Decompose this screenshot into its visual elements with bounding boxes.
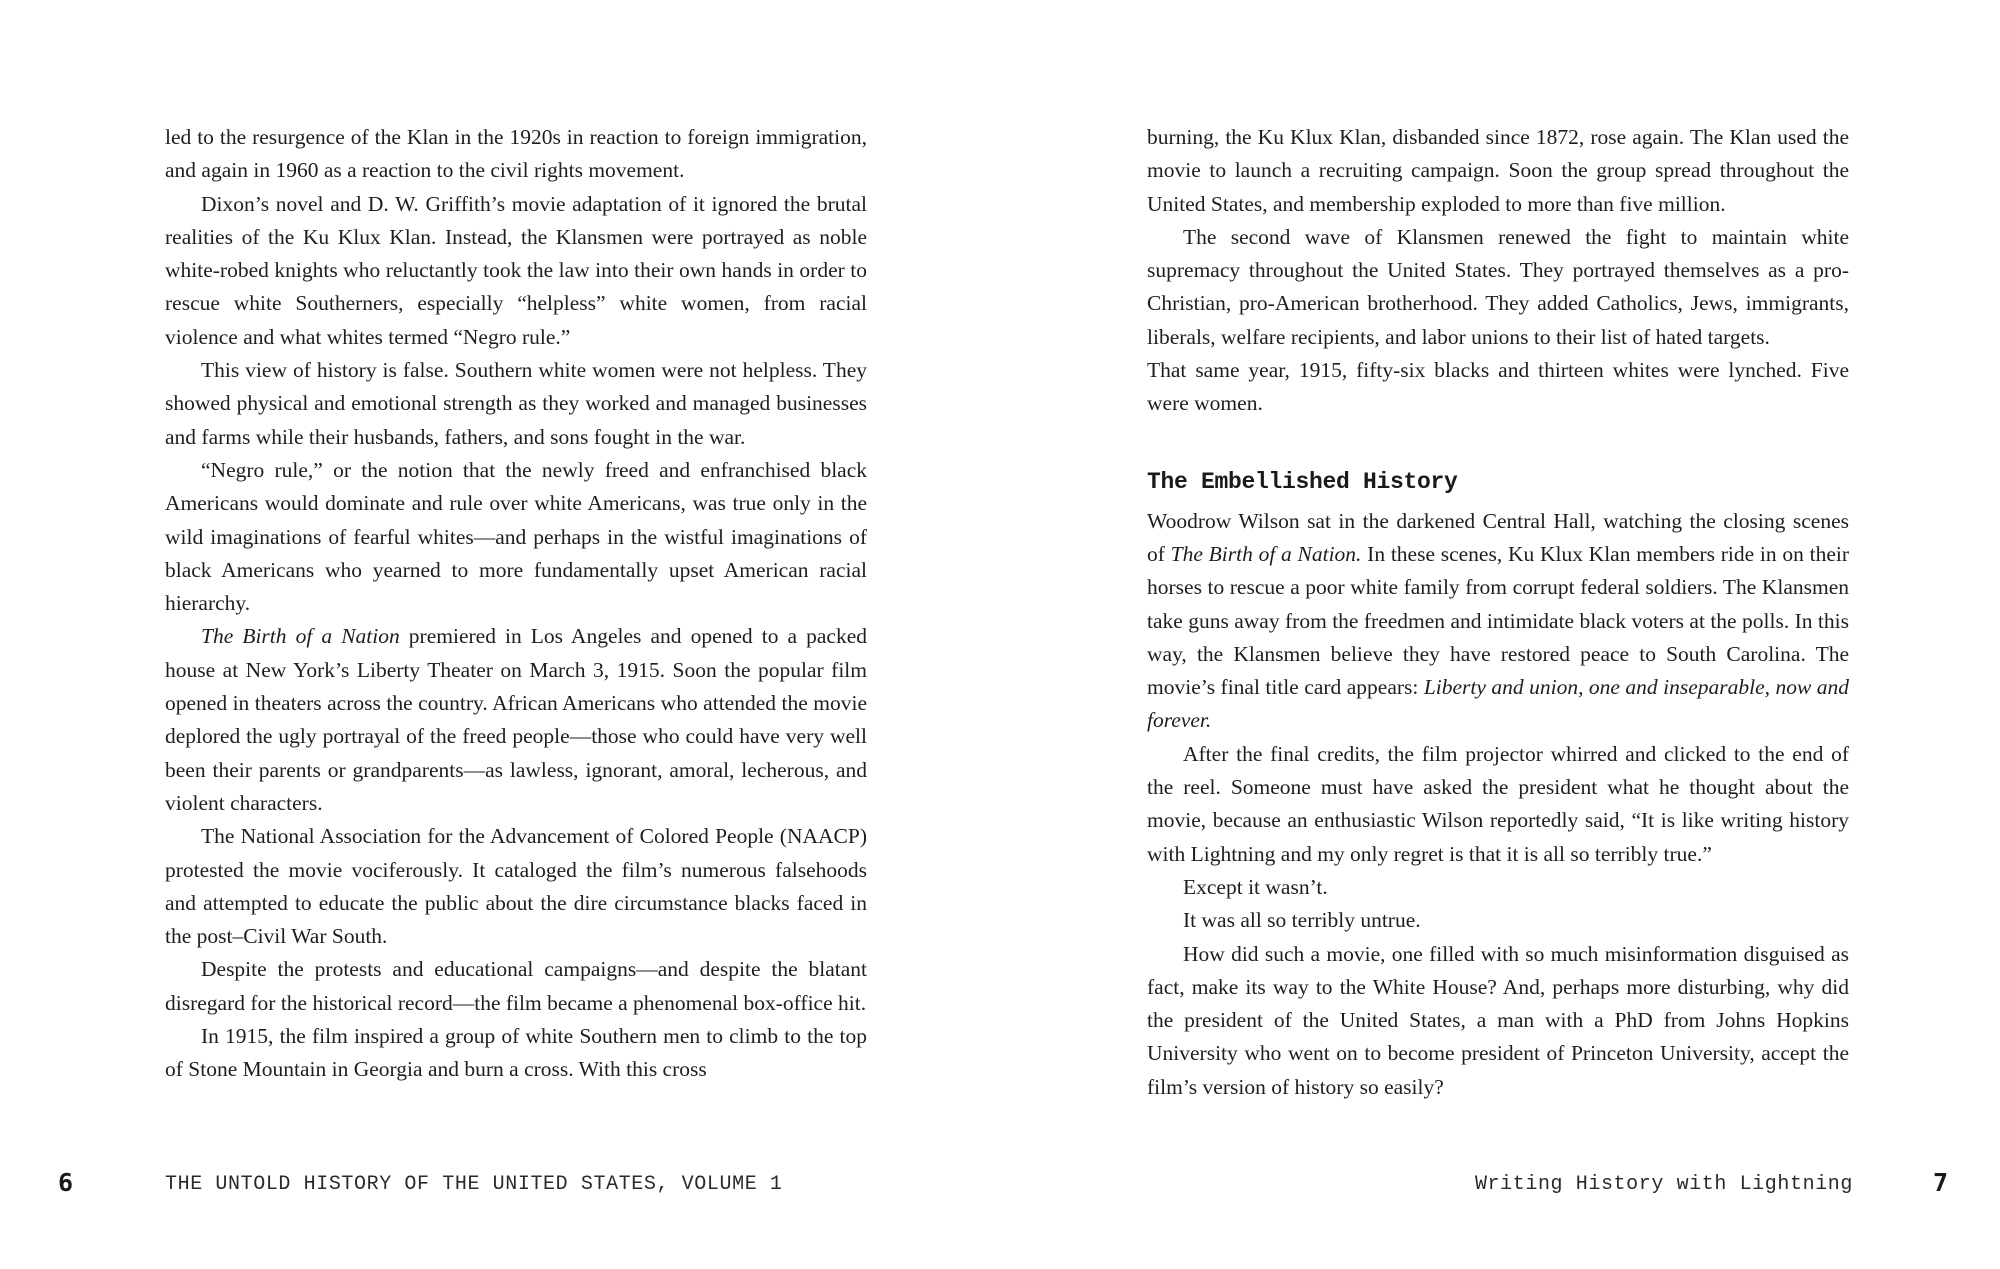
film-title-italic: The Birth of a Nation. [1170,541,1362,566]
paragraph: Despite the protests and educational campaigns—and despite the blatant disregard for the historical record—the film became a phenomenal box-office hit. [165,957,867,1015]
paragraph: “Negro rule,” or the notion that the newly freed and enfranchised black Americans would dominate and rule over white Americans, was true only in the wild imaginations of fearful whites—and perhaps in the wistful imaginations of black Americans who yearned to more fundamentally upset American racial hierarchy. [165,457,867,616]
paragraph: That same year, 1915, fifty-six blacks and thirteen whites were lynched. Five were women. [1147,358,1849,416]
left-page-text-column [165,121,867,1087]
right-page-text-column [1147,121,1849,1104]
paragraph: How did such a movie, one filled with so much misinformation disguised as fact, make its way to the White House? And, perhaps more disturbing, why did the president of the United States, a man with a PhD from Johns Hopkins University who went on to become president of Princeton University, accept the film’s version of history so easily? [1147,941,1849,1099]
paragraph-text: premiered in Los Angeles and opened to a packed house at New York’s Liberty Theater on March 3, 1915. Soon the popular film opened in theaters across the country. African Americans who attended the movie deplored the ugly portrayal of the freed people—those who could have very well been their parents or grandparents—as lawless, ignorant, amoral, lecherous, and violent characters. [165,624,867,815]
paragraph-text: Woodrow Wilson sat in the darkened Central Hall, watching the closing scenes of [1147,508,1849,566]
right-page [1000,0,2000,1269]
paragraph: It was all so terribly untrue. [1183,908,1421,933]
paragraph: After the final credits, the film projector whirred and clicked to the end of the reel. Someone must have asked the president what he thought about the movie, because an enthusiastic Wilson reportedly said, “It is like writing history with Lightning and my only regret is that it is all so terribly true.” [1147,741,1849,866]
paragraph: The National Association for the Advancement of Colored People (NAACP) protested the movie vociferously. It cataloged the film’s numerous falsehoods and attempted to educate the public about the dire circumstance blacks faced in the post–Civil War South. [165,824,867,949]
paragraph: Dixon’s novel and D. W. Griffith’s movie adaptation of it ignored the brutal realities of the Ku Klux Klan. Instead, the Klansmen were portrayed as noble white-robed knights who reluctantly took the law into their own hands in order to rescue white Southerners, especially “helpless” white women, from racial violence and what whites termed “Negro rule.” [165,191,867,349]
paragraph [165,620,867,820]
paragraph: led to the resurgence of the Klan in the 1920s in reaction to foreign immigration, and again in 1960 as a reaction to the civil rights movement. [165,125,867,183]
section-heading: The Embellished History [1147,468,1458,495]
title-card-quote-italic: Liberty and union, one and inseparable, now and forever. [1147,675,1849,733]
page-number-right: 7 [1932,1168,1948,1197]
paragraph [1147,505,1849,738]
running-head-book-title: THE UNTOLD HISTORY OF THE UNITED STATES, VOLUME 1 [165,1173,783,1196]
running-head-chapter-title: Writing History with Lightning [1474,1173,1853,1196]
paragraph: Except it wasn’t. [1183,874,1328,899]
film-title-italic: The Birth of a Nation [201,624,400,649]
paragraph-text: In these scenes, Ku Klux Klan members ride in on their horses to rescue a poor white family from corrupt federal soldiers. The Klansmen take guns away from the freedmen and intimidate black voters at the polls. In this way, the Klansmen believe they have restored peace to South Carolina. The movie’s final title card appears: [1147,541,1850,700]
paragraph: The second wave of Klansmen renewed the fight to maintain white supremacy throughout the United States. They portrayed themselves as a pro-Christian, pro-American brotherhood. They added Catholics, Jews, immigrants, liberals, welfare recipients, and labor unions to their list of hated targets. [1147,224,1849,349]
paragraph: burning, the Ku Klux Klan, disbanded since 1872, rose again. The Klan used the movie to launch a recruiting campaign. Soon the group spread throughout the United States, and membership exploded to more than five million. [1147,125,1849,216]
paragraph: In 1915, the film inspired a group of white Southern men to climb to the top of Stone Mountain in Georgia and burn a cross. With this cross [165,1024,867,1082]
paragraph: This view of history is false. Southern white women were not helpless. They showed physical and emotional strength as they worked and managed businesses and farms while their husbands, fathers, and sons fought in the war. [165,358,867,449]
page-number-left: 6 [58,1168,74,1197]
